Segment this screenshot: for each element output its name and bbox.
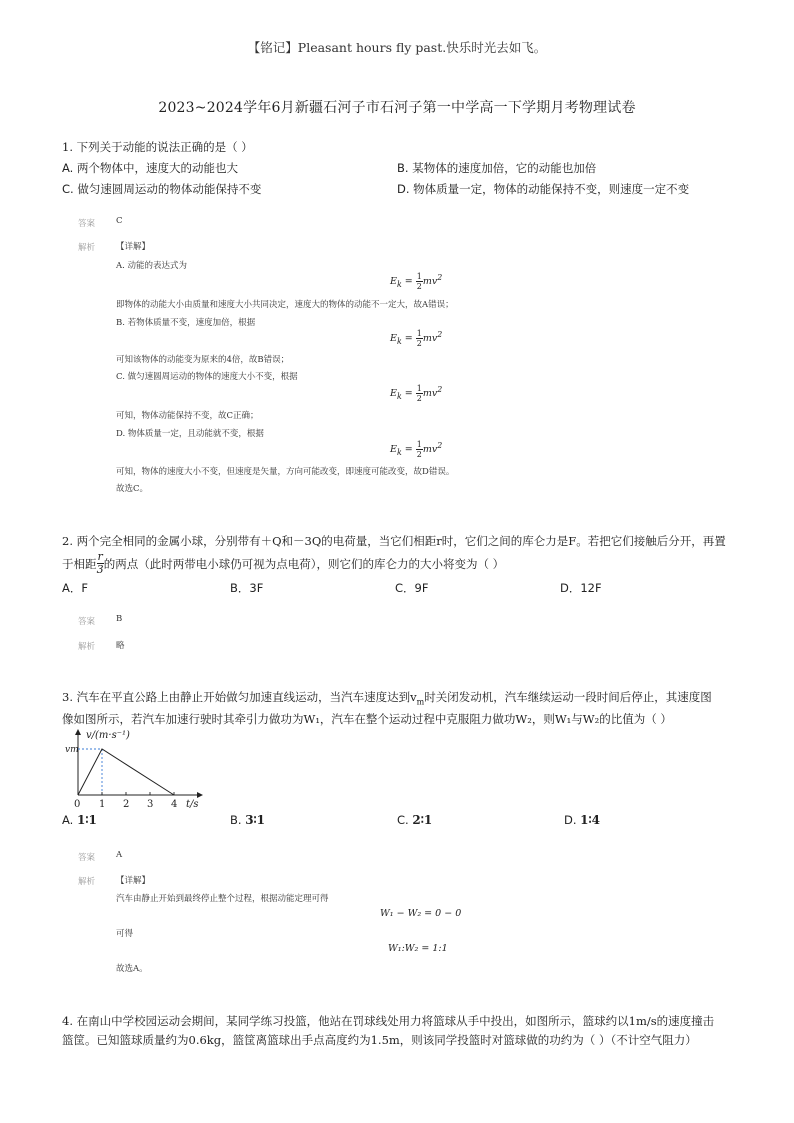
q1-c-head: C. 做匀速圆周运动的物体的速度大小不变，根据 bbox=[116, 372, 298, 382]
q2-answer-label: 答案 bbox=[78, 617, 96, 627]
q1-option-a: A. 两个物体中，速度大的动能也大 bbox=[62, 161, 238, 175]
q3-answer-label: 答案 bbox=[78, 853, 96, 863]
y-axis-label: v/(m·s⁻¹) bbox=[86, 730, 130, 741]
q1-conclusion: 故选C。 bbox=[116, 484, 149, 494]
q1-option-d: D. 物体质量一定，物体的动能保持不变，则速度一定不变 bbox=[397, 182, 690, 196]
q1-formula-a: $E_k$ = $\frac{1}{2}$ $mv^2$ bbox=[390, 272, 443, 291]
q1-formula-d: $E_k$ = $\frac{1}{2}$ $mv^2$ bbox=[390, 440, 443, 459]
q3-answer: A bbox=[116, 850, 123, 860]
q2-stem-line2: 于相距 r 3 的两点（此时两带电小球仍可视为点电荷），则它们的库仑力的大小将变为（ ） bbox=[62, 550, 505, 576]
q2-analysis-label: 解析 bbox=[78, 642, 96, 652]
vm-tick-label: vm bbox=[65, 745, 79, 755]
q3-option-b: B. 3∶1 bbox=[230, 813, 266, 827]
x-tick-label-3: 3 bbox=[147, 799, 154, 810]
q1-answer: C bbox=[116, 216, 123, 226]
x-tick-label-2: 2 bbox=[123, 799, 130, 810]
q1-analysis-label: 解析 bbox=[78, 243, 96, 253]
q2-option-c: C．9F bbox=[395, 581, 429, 595]
q2-option-b: B．3F bbox=[230, 581, 264, 595]
page-title: 2023~2024学年6月新疆石河子市石河子第一中学高一下学期月考物理试卷 bbox=[158, 100, 636, 116]
q1-b-head: B. 若物体质量不变，速度加倍，根据 bbox=[116, 318, 256, 328]
q2-analysis: 略 bbox=[116, 641, 125, 651]
q1-b-body: 可知该物体的动能变为原来的4倍，故B错误； bbox=[116, 355, 290, 365]
q3-equation-1: W₁ − W₂ = 0 − 0 bbox=[380, 908, 462, 919]
q4-stem-line1: 4. 在南山中学校园运动会期间，某同学练习投篮，他站在罚球线处用力将篮球从手中投出，如图所示，篮球约以1m/s的速度撞击 bbox=[62, 1014, 715, 1028]
x-tick-label-4: 4 bbox=[171, 799, 178, 810]
q1-c-body: 可知，物体动能保持不变，故C正确； bbox=[116, 411, 259, 421]
q1-option-b: B. 某物体的速度加倍，它的动能也加倍 bbox=[397, 161, 597, 175]
q3-detail-heading: 【详解】 bbox=[116, 876, 151, 886]
q1-a-body: 即物体的动能大小由质量和速度大小共同决定，速度大的物体的动能不一定大，故A错误； bbox=[116, 300, 454, 310]
motto: 【铭记】Pleasant hours fly past.快乐时光去如飞。 bbox=[247, 40, 547, 55]
q3-stem-line1: 3. 汽车在平直公路上由静止开始做匀加速直线运动，当汽车速度达到$v_m$时关闭发动机，汽车继续运动一段时间后停止，其速度图 bbox=[62, 690, 712, 707]
q3-vt-graph bbox=[60, 726, 210, 812]
q2-option-d: D．12F bbox=[560, 581, 602, 595]
q3-option-d: D. 1∶4 bbox=[564, 813, 600, 827]
q3-stem-line2: 像如图所示，若汽车加速行驶时其牵引力做功为W₁，汽车在整个运动过程中克服阻力做功W₂，则W₁与W₂的比值为（ ） bbox=[62, 712, 672, 726]
q3-option-c: C. 2∶1 bbox=[397, 813, 433, 827]
velocity-line bbox=[78, 749, 174, 795]
q3-equation-2: W₁:W₂ = 1:1 bbox=[388, 943, 448, 954]
q1-formula-c: $E_k$ = $\frac{1}{2}$ $mv^2$ bbox=[390, 384, 443, 403]
x-axis-label: t/s bbox=[186, 799, 199, 810]
q1-detail-heading: 【详解】 bbox=[116, 242, 151, 252]
x-tick-label-1: 1 bbox=[99, 799, 106, 810]
q3-option-a: A. 1∶1 bbox=[62, 813, 97, 827]
q2-fraction: r 3 bbox=[96, 550, 104, 576]
q1-option-c: C. 做匀速圆周运动的物体动能保持不变 bbox=[62, 182, 262, 196]
q4-stem-line2: 篮筐。已知篮球质量约为0.6kg，篮筐离篮球出手点高度约为1.5m，则该同学投篮时对篮球做的功约为（ ）（不计空气阻力） bbox=[62, 1033, 697, 1047]
q2-stem-line1: 2. 两个完全相同的金属小球，分别带有＋Q和－3Q的电荷量，当它们相距r时，它们之间的库仑力是F。若把它们接触后分开，再置 bbox=[62, 534, 726, 548]
q3-conclusion: 故选A。 bbox=[116, 964, 148, 974]
q1-a-head: A. 动能的表达式为 bbox=[116, 261, 188, 271]
origin-label: 0 bbox=[74, 799, 81, 810]
q1-d-body: 可知，物体的速度大小不变，但速度是矢量，方向可能改变，即速度可能改变，故D错误。 bbox=[116, 467, 455, 477]
q1-formula-b: $E_k$ = $\frac{1}{2}$ $mv^2$ bbox=[390, 329, 443, 348]
q1-d-head: D. 物体质量一定，且动能就不变，根据 bbox=[116, 429, 264, 439]
q2-answer: B bbox=[116, 614, 123, 624]
q3-analysis-label: 解析 bbox=[78, 877, 96, 887]
q1-stem: 1. 下列关于动能的说法正确的是（ ） bbox=[62, 140, 253, 154]
q1-answer-label: 答案 bbox=[78, 219, 96, 229]
q3-solution-line2: 可得 bbox=[116, 929, 134, 939]
q2-option-a: A．F bbox=[62, 581, 88, 595]
q3-solution-line1: 汽车由静止开始到最终停止整个过程，根据动能定理可得 bbox=[116, 894, 329, 904]
